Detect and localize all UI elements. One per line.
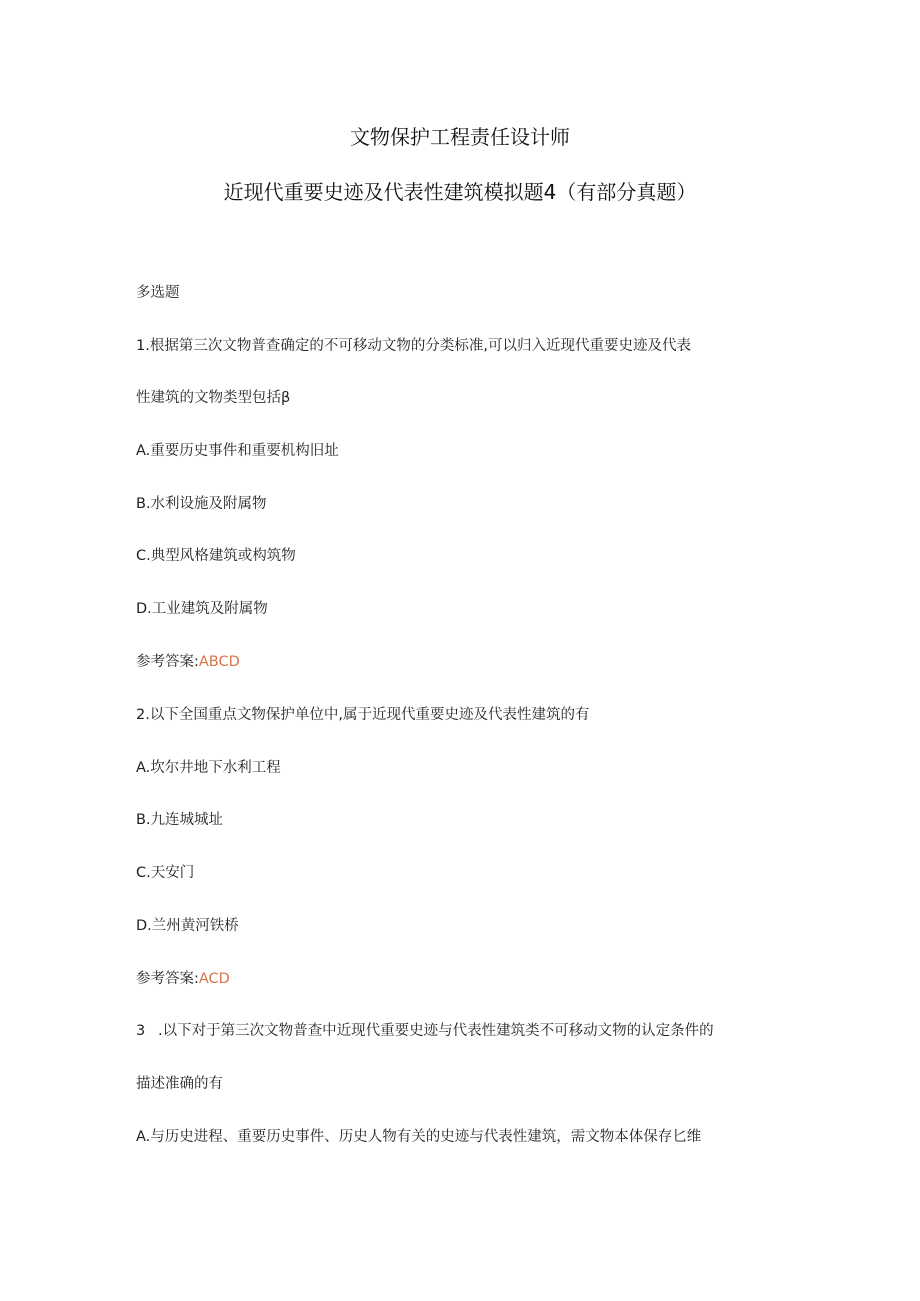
question-1-stem-line-1: 1.根据第三次文物普查确定的不可移动文物的分类标准,可以归入近现代重要史迹及代表	[136, 338, 691, 354]
answer-value: ABCD	[198, 654, 240, 670]
question-3-option-a: A.与历史进程、重要历史事件、历史人物有关的史迹与代表性建筑，需文物本体保存匕维	[136, 1129, 702, 1145]
question-1-answer	[136, 652, 240, 672]
question-2-option-d: D.兰州黄河铁桥	[136, 918, 239, 934]
question-2-stem: 2.以下全国重点文物保护单位中,属于近现代重要史迹及代表性建筑的有	[136, 707, 590, 723]
document-title: 文物保护工程责任设计师	[350, 125, 570, 149]
question-3-number: 3	[136, 1023, 146, 1039]
question-1-option-b: B.水利设施及附属物	[136, 496, 267, 512]
document-subtitle: 近现代重要史迹及代表性建筑模拟题4（有部分真题）	[223, 180, 697, 204]
section-label: 多选题	[136, 285, 180, 301]
question-1-option-d: D.工业建筑及附属物	[136, 601, 268, 617]
question-2-option-b: B.九连城城址	[136, 812, 224, 828]
question-3-stem-line-1	[136, 1021, 714, 1041]
question-1-stem-line-2: 性建筑的文物类型包括β	[136, 390, 291, 406]
question-2-answer	[136, 969, 230, 989]
answer-label: 参考答案:	[136, 971, 199, 987]
question-3-stem-text: .以下对于第三次文物普查中近现代重要史迹与代表性建筑类不可移动文物的认定条件的	[158, 1023, 714, 1039]
question-3-stem-line-2: 描述准确的有	[136, 1076, 223, 1092]
question-1-option-c: C.典型风格建筑或构筑物	[136, 548, 296, 564]
answer-label: 参考答案:	[136, 654, 199, 670]
answer-value: ACD	[198, 971, 230, 987]
question-1-option-a: A.重要历史事件和重要机构旧址	[136, 443, 339, 459]
question-2-option-c: C.天安门	[136, 865, 195, 881]
question-2-option-a: A.坎尔井地下水利工程	[136, 760, 281, 776]
